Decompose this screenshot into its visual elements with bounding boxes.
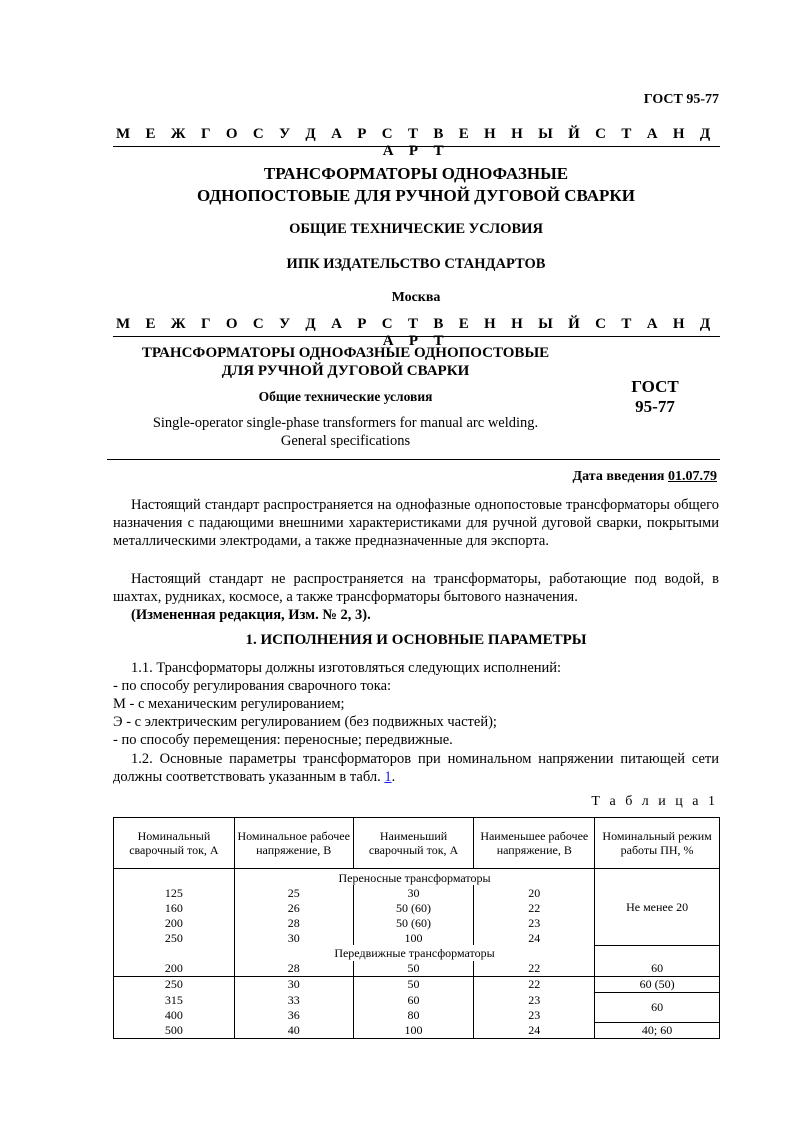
header-cell: Наименьший сварочный ток, А — [353, 818, 474, 869]
table-cell: 30 — [234, 976, 353, 992]
paragraph-1-2 — [113, 750, 719, 786]
table-cell: 23 — [474, 915, 595, 930]
paragraph-1-2-text: 1.2. Основные параметры трансформаторов при номинальном напряжении питающей сети должны соответствовать указанным в табл. — [113, 751, 719, 785]
english-title — [113, 414, 578, 450]
table-row — [114, 992, 720, 1007]
table-cell: 25 — [234, 885, 353, 900]
table-cell: 33 — [234, 992, 353, 1007]
list-item: Э - с электрическим регулированием (без подвижных частей); — [113, 714, 497, 730]
table-cell: 28 — [234, 961, 353, 977]
header-cell: Номинальный сварочный ток, А — [114, 818, 235, 869]
divider — [107, 459, 720, 460]
table-cell: 30 — [353, 885, 474, 900]
table-row — [114, 869, 720, 886]
header-cell: Номинальный режим работы ПН, % — [595, 818, 720, 869]
cover-title-line: ТРАНСФОРМАТОРЫ ОДНОФАЗНЫЕ — [263, 164, 569, 183]
table-cell: 100 — [353, 930, 474, 945]
table-cell: 500 — [114, 1022, 235, 1038]
table-cell: 100 — [353, 1022, 474, 1038]
interstate-standard-heading: М Е Ж Г О С У Д А Р С Т В Е Н Н Ы Й С Т А Н Д А Р Т — [115, 126, 717, 159]
table-cell: 23 — [474, 1007, 595, 1022]
mode-cell: 60 — [595, 961, 720, 977]
table-cell: 50 — [353, 976, 474, 992]
intro-date — [573, 469, 717, 485]
table-caption: Т а б л и ц а 1 — [591, 794, 718, 809]
header-cell: Наименьшее рабочее напряжение, В — [474, 818, 595, 869]
table-cell: 22 — [474, 900, 595, 915]
table-cell: 28 — [234, 915, 353, 930]
divider — [113, 336, 720, 337]
paragraph-1-2-end: . — [391, 769, 396, 785]
city: Москва — [391, 290, 441, 305]
header-cell: Номинальное рабочее напряжение, В — [234, 818, 353, 869]
table-row — [114, 945, 720, 961]
divider — [113, 146, 720, 147]
intro-date-value: 01.07.79 — [668, 469, 717, 484]
mode-cell: 60 (50) — [595, 976, 720, 992]
table-cell: 125 — [114, 885, 235, 900]
group-label-mobile: Передвижные трансформаторы — [234, 945, 594, 961]
table-cell: 20 — [474, 885, 595, 900]
table-cell: 22 — [474, 961, 595, 977]
standard-title-line: ДЛЯ РУЧНОЙ ДУГОВОЙ СВАРКИ — [221, 363, 470, 379]
table-cell: 200 — [114, 961, 235, 977]
paragraph-amendment: (Измененная редакция, Изм. № 2, 3). — [131, 607, 371, 623]
table-cell: 80 — [353, 1007, 474, 1022]
table-row — [114, 976, 720, 992]
english-title-line: General specifications — [280, 433, 411, 449]
list-item: - по способу регулирования сварочного тока: — [113, 678, 392, 694]
table-header-row — [114, 818, 720, 869]
table-cell: 24 — [474, 930, 595, 945]
interstate-standard-heading-2: М Е Ж Г О С У Д А Р С Т В Е Н Н Ы Й С Т А Н Д А Р Т — [115, 316, 717, 349]
standard-subtitle: Общие технические условия — [258, 389, 433, 404]
table-cell: 30 — [234, 930, 353, 945]
table-cell: 40 — [234, 1022, 353, 1038]
list-item: М - с механическим регулированием; — [113, 696, 345, 712]
list-item: - по способу перемещения: переносные; передвижные. — [113, 732, 453, 748]
gost-code: 95-77 — [635, 397, 675, 416]
mode-cell: 40; 60 — [595, 1022, 720, 1038]
gost-label: ГОСТ — [631, 377, 679, 396]
cover-title-line: ОДНОПОСТОВЫЕ ДЛЯ РУЧНОЙ ДУГОВОЙ СВАРКИ — [197, 186, 635, 205]
table-cell: 315 — [114, 992, 235, 1007]
mode-cell: Не менее 20 — [595, 869, 720, 946]
cover-title — [113, 163, 719, 207]
group-label-portable: Переносные трансформаторы — [234, 869, 594, 886]
english-title-line: Single-operator single-phase transformers for manual arc welding. — [152, 415, 539, 431]
standard-title-line: ТРАНСФОРМАТОРЫ ОДНОФАЗНЫЕ ОДНОПОСТОВЫЕ — [141, 345, 550, 361]
publisher: ИПК ИЗДАТЕЛЬСТВО СТАНДАРТОВ — [286, 256, 546, 272]
table-cell: 250 — [114, 930, 235, 945]
gost-designation — [600, 377, 710, 417]
table-cell: 26 — [234, 900, 353, 915]
paragraph-scope: Настоящий стандарт распространяется на однофазные однопостовые трансформаторы общего назначения с падающими внешними характеристиками для ручной дуговой сварки, покрытыми металлическими электродами, а также предназначенные для экспорта. — [113, 497, 719, 549]
intro-date-label: Дата введения — [572, 469, 665, 484]
table-cell: 50 — [353, 961, 474, 977]
section-heading: 1. ИСПОЛНЕНИЯ И ОСНОВНЫЕ ПАРАМЕТРЫ — [245, 632, 587, 648]
table-cell: 160 — [114, 900, 235, 915]
table-cell: 50 (60) — [353, 900, 474, 915]
table-1-link[interactable]: 1 — [384, 769, 392, 785]
table-cell: 200 — [114, 915, 235, 930]
table-row — [114, 1022, 720, 1038]
mode-cell: 60 — [595, 992, 720, 1022]
paragraph-exclusions: Настоящий стандарт не распространяется на трансформаторы, работающие под водой, в шахтах, рудниках, космосе, а также трансформаторы бытового назначения. — [113, 571, 719, 605]
gost-number-header: ГОСТ 95-77 — [643, 92, 719, 107]
table-row — [114, 961, 720, 977]
cover-subtitle: ОБЩИЕ ТЕХНИЧЕСКИЕ УСЛОВИЯ — [289, 221, 543, 237]
parameters-table — [113, 817, 720, 1039]
table-cell: 22 — [474, 976, 595, 992]
table-cell: 60 — [353, 992, 474, 1007]
table-cell: 36 — [234, 1007, 353, 1022]
table-cell: 50 (60) — [353, 915, 474, 930]
standard-title — [113, 344, 578, 380]
table-cell: 24 — [474, 1022, 595, 1038]
table-cell: 250 — [114, 976, 235, 992]
list-item: 1.1. Трансформаторы должны изготовляться следующих исполнений: — [131, 660, 562, 676]
table-cell: 400 — [114, 1007, 235, 1022]
table-cell: 23 — [474, 992, 595, 1007]
